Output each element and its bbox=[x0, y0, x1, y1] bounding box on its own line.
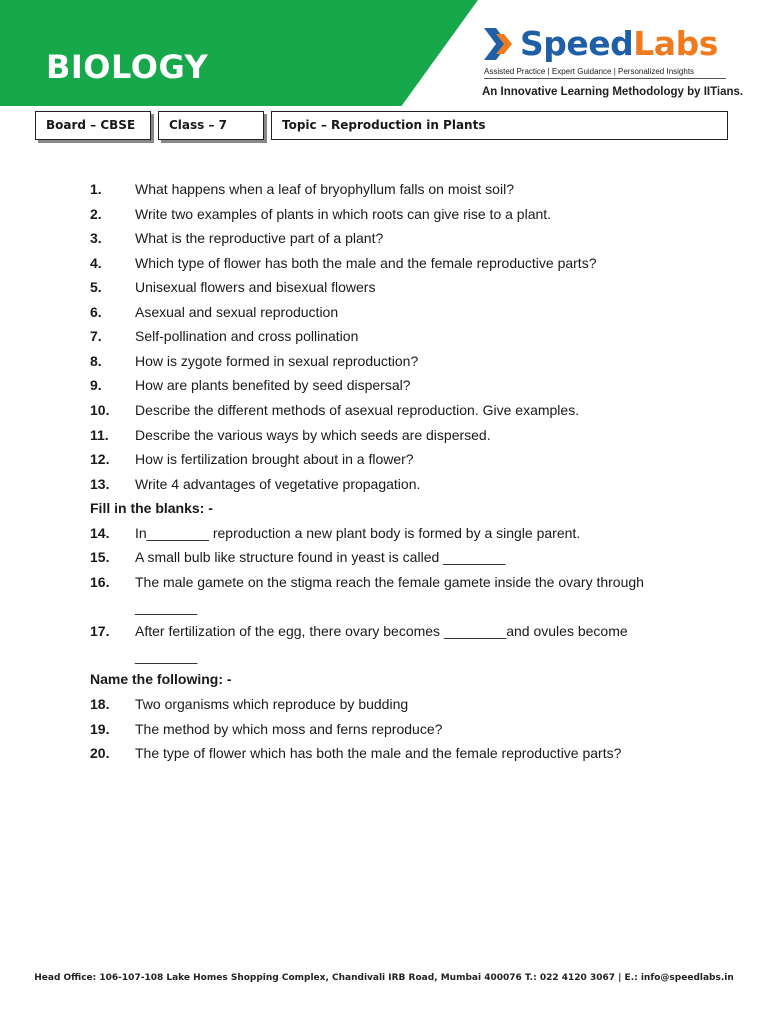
footer-address: Head Office: 106-107-108 Lake Homes Shopping Complex, Chandivali IRB Road, Mumbai 400076 T.: 022 4120 3067 | E.: info@speedlabs.in bbox=[34, 973, 734, 983]
topic-label: Topic – Reproduction in Plants bbox=[282, 118, 486, 132]
board-label: Board – CBSE bbox=[46, 118, 136, 132]
logo-method: An Innovative Learning Methodology by IITians. bbox=[482, 86, 744, 98]
blank-continuation: ________ bbox=[135, 648, 198, 664]
logo-name-part1: Speed bbox=[520, 24, 634, 63]
fill-blanks-heading: Fill in the blanks: - bbox=[90, 500, 213, 516]
logo-tagline: Assisted Practice | Expert Guidance | Personalized Insights bbox=[484, 67, 726, 79]
class-box bbox=[158, 111, 264, 140]
class-label: Class – 7 bbox=[169, 118, 228, 132]
board-box bbox=[35, 111, 151, 140]
subject-title: BIOLOGY bbox=[46, 48, 209, 86]
logo-wordmark bbox=[520, 24, 718, 63]
logo-name-part2: Labs bbox=[633, 24, 718, 63]
name-following-heading: Name the following: - bbox=[90, 671, 232, 687]
chevron-logo-icon bbox=[482, 26, 516, 62]
speedlabs-logo bbox=[480, 22, 744, 102]
blank-continuation: ________ bbox=[135, 599, 198, 615]
topic-box bbox=[271, 111, 728, 140]
